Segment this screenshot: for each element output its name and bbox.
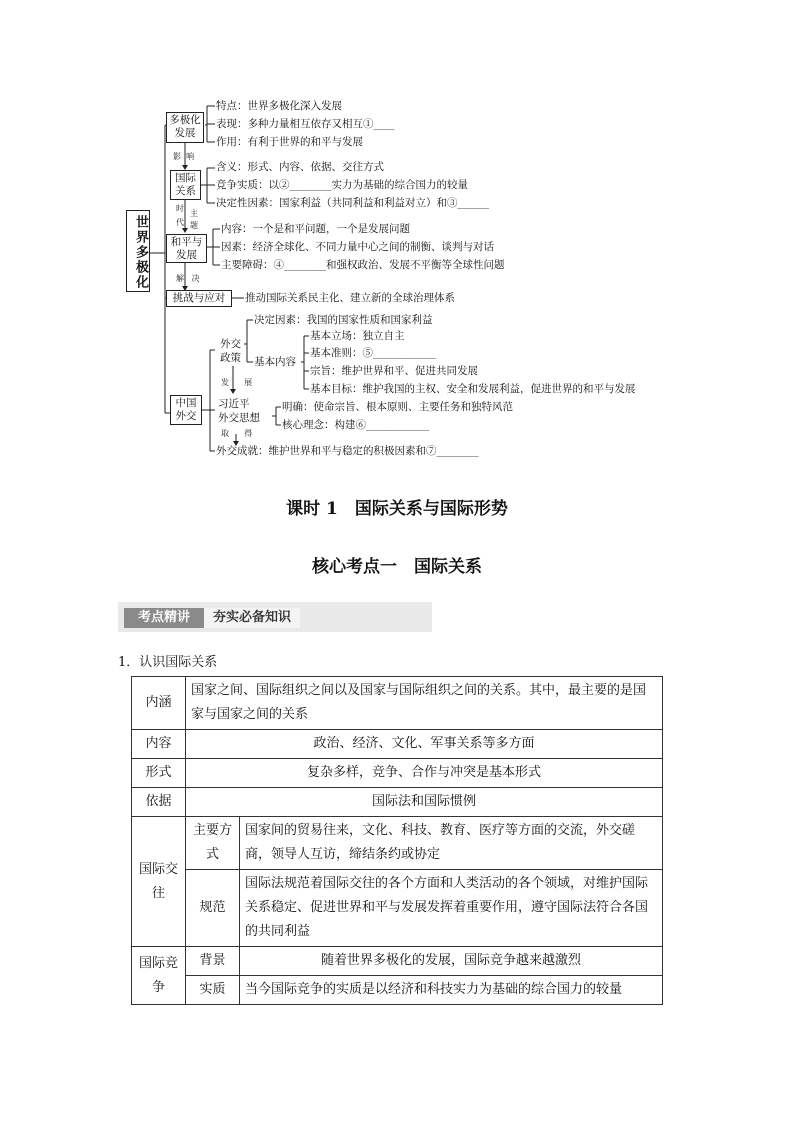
arrow-label-solve: 解 决 <box>176 274 200 283</box>
table-row <box>132 788 663 817</box>
table-row <box>132 817 663 870</box>
basic-item-1: 基本立场：独立自主 <box>310 330 405 342</box>
table-row <box>132 677 663 730</box>
peace-item-1: 内容：一个是和平问题，一个是发展问题 <box>221 223 410 235</box>
cell-subheader: 主要方式 <box>186 817 240 870</box>
xi-label-1: 习近平 <box>218 398 250 410</box>
policy-decide: 决定因素：我国的国家性质和国家利益 <box>254 314 433 326</box>
basic-item-2: 基本准则：⑤____________ <box>310 347 436 359</box>
mindmap-root: 世界多极化 <box>126 210 150 292</box>
banner-light-label: 夯实必备知识 <box>204 608 300 628</box>
multipolar-item-2: 表现：多种力量相互依存又相互①____ <box>216 118 395 130</box>
arrow-label-era-4: 题 <box>190 221 198 230</box>
box-intl-relations-line2: 关系 <box>175 185 196 197</box>
arrow-label-era-2: 代 <box>176 218 184 227</box>
box-china-line2: 外交 <box>175 410 197 422</box>
box-peace-development <box>166 234 207 263</box>
box-multipolar <box>166 112 204 143</box>
cell-header: 国际交往 <box>132 817 186 947</box>
cell-value: 国家之间、国际组织之间以及国家与国际组织之间的关系。其中，最主要的是国家与国家之间的关系 <box>186 677 663 730</box>
box-peace-line2: 发展 <box>176 249 197 261</box>
box-multipolar-line1: 多极化 <box>169 114 201 126</box>
cell-value: 国家间的贸易往来，文化、科技、教育、医疗等方面的交流，外交磋商，领导人互访，缔结条约或协定 <box>240 817 663 870</box>
table-row <box>132 947 663 976</box>
cell-header: 内容 <box>132 730 186 759</box>
arrow-label-era-1: 时 <box>176 204 184 213</box>
cell-value: 政治、经济、文化、军事关系等多方面 <box>186 730 663 759</box>
cell-subheader: 背景 <box>186 947 240 976</box>
basic-item-3: 宗旨：维护世界和平、促进共同发展 <box>310 365 478 377</box>
box-challenge: 挑战与应对 <box>166 290 232 307</box>
cell-header: 依据 <box>132 788 186 817</box>
xi-label-2: 外交思想 <box>218 412 260 424</box>
cell-value: 国际法规范着国际交往的各个方面和人类活动的各个领域，对维护国际关系稳定、促进世界和平与发展发挥着重要作用，遵守国际法符合各国的共同利益 <box>240 870 663 947</box>
achievement: 外交成就：维护世界和平与稳定的积极因素和⑦________ <box>216 445 479 457</box>
cell-header: 形式 <box>132 759 186 788</box>
box-intl-relations <box>170 170 201 200</box>
box-china-diplomacy <box>170 395 202 425</box>
policy-label-1: 外交 <box>220 338 241 350</box>
table-row <box>132 870 663 947</box>
box-china-line1: 中国 <box>175 397 197 409</box>
point-label: 1．认识国际关系 <box>118 655 218 670</box>
policy-label-2: 政策 <box>220 352 241 364</box>
challenge-item: 推动国际关系民主化、建立新的全球治理体系 <box>245 292 455 304</box>
section-banner <box>118 602 432 632</box>
arrow-label-era-3: 主 <box>190 209 198 218</box>
arrow-label-achieve: 取 得 <box>221 429 253 438</box>
xi-item-1: 明确：使命宗旨、根本原则、主要任务和独特风范 <box>282 401 513 413</box>
basic-item-4: 基本目标：维护我国的主权、安全和发展利益，促进世界的和平与发展 <box>310 383 636 395</box>
table-row <box>132 759 663 788</box>
box-multipolar-line2: 发展 <box>174 127 196 139</box>
box-intl-relations-line1: 国际 <box>175 172 196 184</box>
lesson-title: 课时 1 国际关系与国际形势 <box>286 499 508 519</box>
cell-header: 国际竞争 <box>132 947 186 1005</box>
intl-relations-table <box>131 676 663 1005</box>
cell-subheader: 规范 <box>186 870 240 947</box>
multipolar-item-1: 特点：世界多极化深入发展 <box>216 100 342 112</box>
peace-item-3: 主要障碍：④________和强权政治、发展不平衡等全球性问题 <box>221 259 505 271</box>
cell-value: 当今国际竞争的实质是以经济和科技实力为基础的综合国力的较量 <box>240 976 663 1005</box>
banner-dark-label: 考点精讲 <box>124 608 204 628</box>
cell-header: 内涵 <box>132 677 186 730</box>
intl-rel-item-1: 含义：形式、内容、依据、交往方式 <box>216 161 384 173</box>
cell-value: 国际法和国际惯例 <box>186 788 663 817</box>
cell-value: 复杂多样，竞争、合作与冲突是基本形式 <box>186 759 663 788</box>
multipolar-item-3: 作用：有利于世界的和平与发展 <box>216 136 363 148</box>
xi-item-2: 核心理念：构建⑥____________ <box>282 419 429 431</box>
table-row <box>132 730 663 759</box>
box-peace-line1: 和平与 <box>170 236 203 248</box>
arrow-label-develop: 发 展 <box>221 378 253 387</box>
section-title: 核心考点一 国际关系 <box>312 557 482 577</box>
cell-value: 随着世界多极化的发展，国际竞争越来越激烈 <box>240 947 663 976</box>
arrow-label-influence: 影 响 <box>173 152 195 161</box>
peace-item-2: 因素：经济全球化、不同力量中心之间的制衡、谈判与对话 <box>221 241 494 253</box>
cell-subheader: 实质 <box>186 976 240 1005</box>
basic-content-label: 基本内容 <box>254 356 296 368</box>
table-row <box>132 976 663 1005</box>
intl-rel-item-3: 决定性因素：国家利益（共同利益和利益对立）和③______ <box>216 197 489 209</box>
intl-rel-item-2: 竞争实质：以②________实力为基础的综合国力的较量 <box>216 179 468 191</box>
